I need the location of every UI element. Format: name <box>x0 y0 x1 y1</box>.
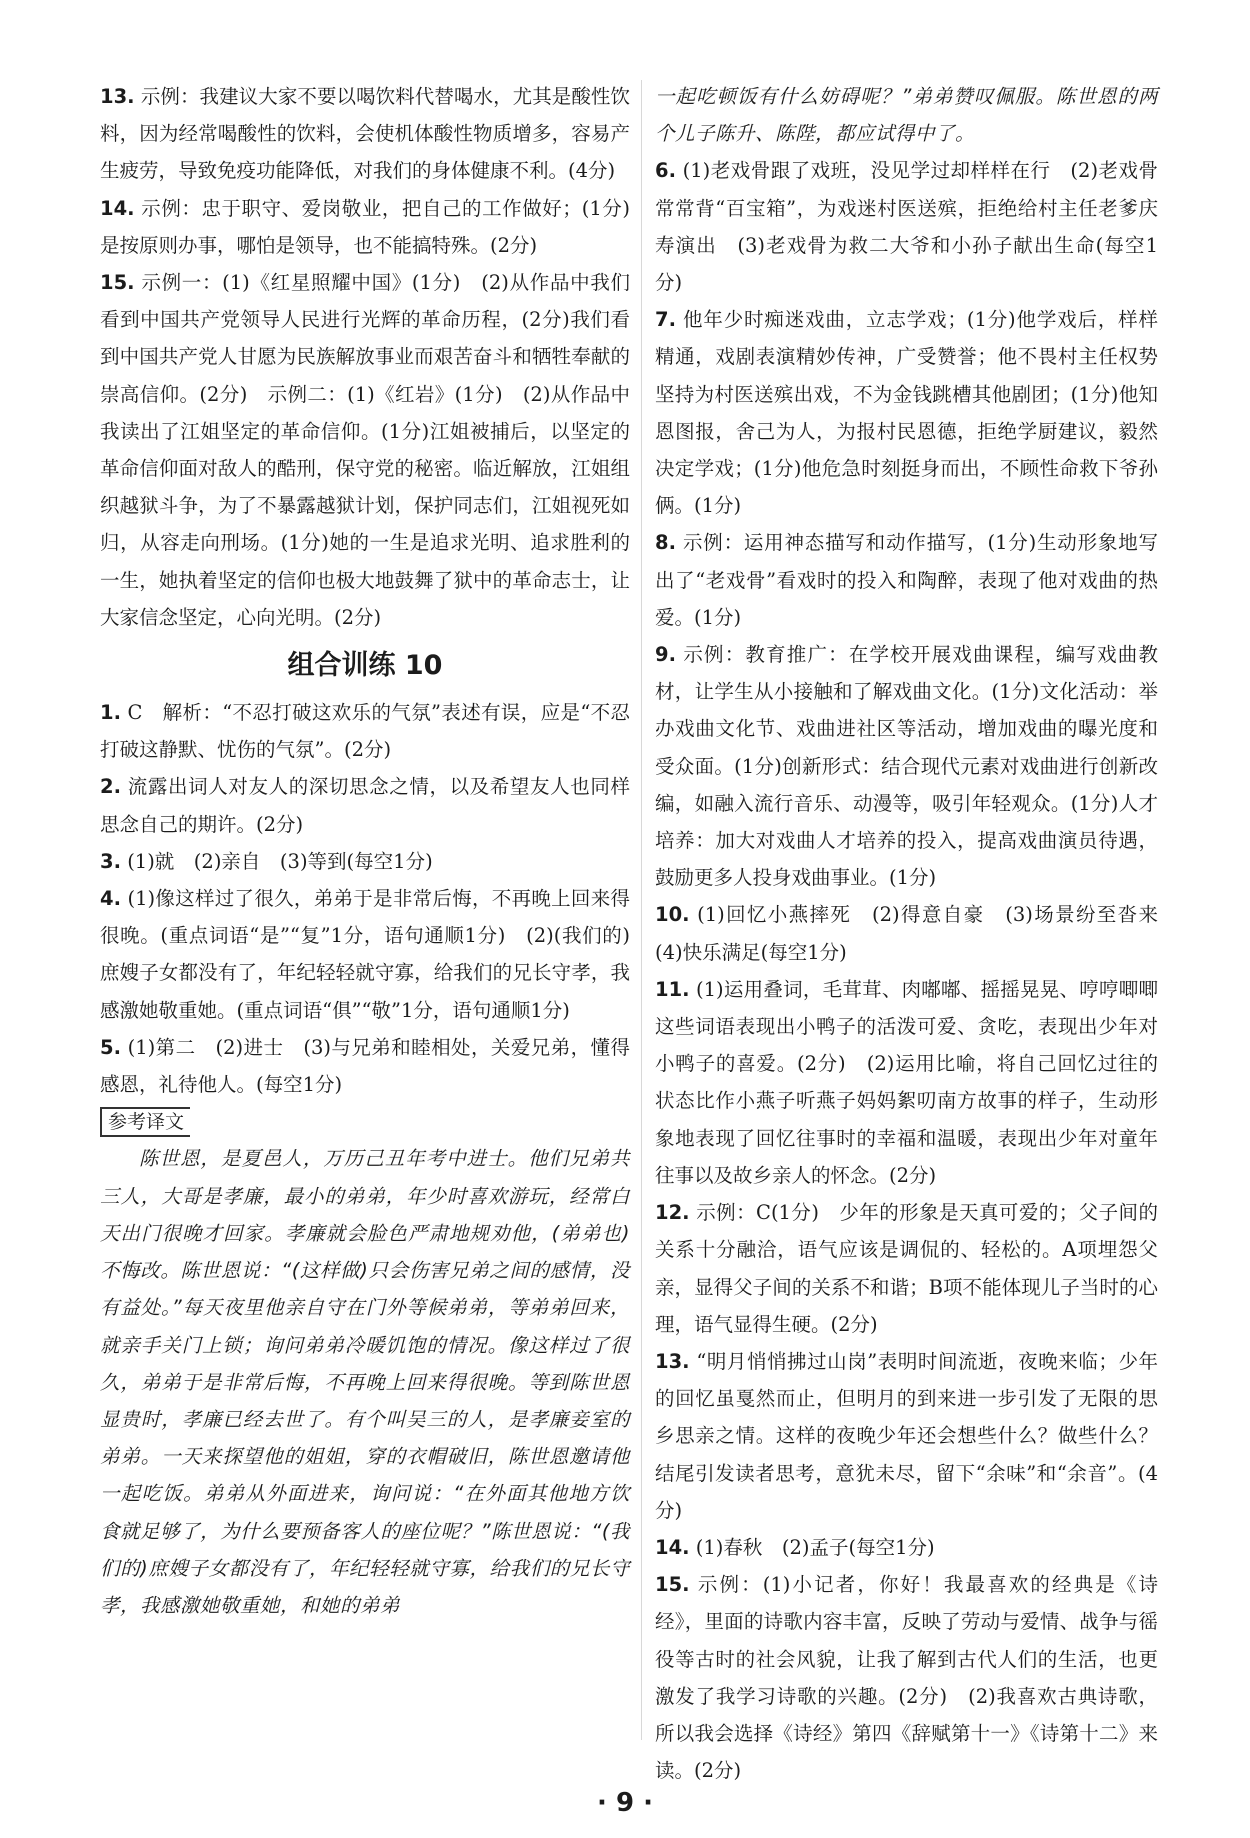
section-title: 组合训练 10 <box>287 650 443 682</box>
answer-10: 10. (1)回忆小燕摔死 (2)得意自豪 (3)场景纷至沓来 (4)快乐满足(每空1分) <box>655 903 1178 964</box>
column-divider <box>641 80 642 1740</box>
answer-4: 4. (1)像这样过了很久，弟弟于是非常后悔，不再晚上回来得很晚。(重点词语“是”“复”1分，语句通顺1分) (2)(我们的)庶嫂子女都没有了，年纪轻轻就守寡，给我们的兄长守孝，我感激她敬重她。(重点词语“俱”“敬”1分，语句通顺1分) <box>100 887 631 1022</box>
answer-15b: 15. 示例：(1)小记者，你好！我最喜欢的经典是《诗经》，里面的诗歌内容丰富，反映了劳动与爱情、战争与徭役等古时的社会风貌，让我了解到古代人们的生活，也更激发了我学习诗歌的兴趣。(2分) (2)我喜欢古典诗歌，所以我会选择《诗经》第四《辞赋第十一》《诗第十二》来读。(2分) <box>655 1573 1158 1783</box>
right-column <box>655 78 1178 1789</box>
reference-translation <box>100 1140 630 1624</box>
answer-15: 15. 示例一：(1)《红星照耀中国》(1分) (2)从作品中我们看到中国共产党领导人民进行光辉的革命历程，(2分)我们看到中国共产党人甘愿为民族解放事业而艰苦奋斗和牺牲奉献的崇高信仰。(2分) 示例二：(1)《红岩》(1分) (2)从作品中我读出了江姐坚定的革命信仰。(1分)江姐被捕后，以坚定的革命信仰面对敌人的酷刑，保守党的秘密。临近解放，江姐组织越狱斗争，为了不暴露越狱计划，保护同志们，江姐视死如归，从容走向刑场。(1分)她的一生是追求光明、追求胜利的一生，她执着坚定的信仰也极大地鼓舞了狱中的革命志士，让大家信念坚定，心向光明。(2分) <box>100 271 630 629</box>
answer-3: 3. (1)就 (2)亲自 (3)等到(每空1分) <box>100 849 433 873</box>
answer-14b: 14. (1)春秋 (2)孟子(每空1分) <box>655 1535 935 1559</box>
answer-9: 9. 示例：教育推广：在学校开展戏曲课程，编写戏曲教材，让学生从小接触和了解戏曲文化。(1分)文化活动：举办戏曲文化节、戏曲进社区等活动，增加戏曲的曝光度和受众面。(1分)创新形式：结合现代元素对戏曲进行创新改编，如融入流行音乐、动漫等，吸引年轻观众。(1分)人才培养：加大对戏曲人才培养的投入，提高戏曲演员待遇，鼓励更多人投身戏曲事业。(1分) <box>655 643 1158 890</box>
answer-6: 6. (1)老戏骨跟了戏班，没见学过却样样在行 (2)老戏骨常常背“百宝箱”，为戏迷村医送殡，拒绝给村主任老爹庆寿演出 (3)老戏骨为救二大爷和小孙子献出生命(每空1分) <box>655 159 1158 295</box>
answer-12: 12. 示例：C(1分) 少年的形象是天真可爱的；父子间的关系十分融洽，语气应该是调侃的、轻松的。A项埋怨父亲，显得父子间的关系不和谐；B项不能体现儿子当时的心理，语气显得生硬。(2分) <box>655 1201 1159 1336</box>
answer-13b: 13. “明月悄悄拂过山岗”表明时间流逝，夜晚来临；少年的回忆虽戛然而止，但明月的到来进一步引发了无限的思乡思亲之情。这样的夜晚少年还会想些什么？做些什么？结尾引发读者思考，意犹未尽，留下“余味”和“余音”。(4分) <box>655 1349 1158 1522</box>
translation-continued: 一起吃顿饭有什么妨碍呢？”弟弟赞叹佩服。陈世恩的两个儿子陈升、陈陛，都应试得中了。 <box>655 85 1158 146</box>
reference-translation-label: 参考译文 <box>100 1107 190 1137</box>
answer-7: 7. 他年少时痴迷戏曲，立志学戏；(1分)他学戏后，样样精通，戏剧表演精妙传神，广受赞誉；他不畏村主任权势坚持为村医送殡出戏，不为金钱跳槽其他剧团；(1分)他知恩图报，舍己为人，为报村民恩德，拒绝学厨建议，毅然决定学戏；(1分)他危急时刻挺身而出，不顾性命救下爷孙俩。(1分) <box>655 308 1159 518</box>
answer-13: 13. 示例：我建议大家不要以喝饮料代替喝水，尤其是酸性饮料，因为经常喝酸性的饮料，会使机体酸性物质增多，容易产生疲劳，导致免疫功能降低，对我们的身体健康不利。(4分) <box>100 85 630 183</box>
translation-text: 陈世恩，是夏邑人，万历己丑年考中进士。他们兄弟共三人，大哥是孝廉，最小的弟弟，年少时喜欢游玩，经常白天出门很晚才回家。孝廉就会脸色严肃地规劝他，(弟弟也)不悔改。陈世恩说：“(这样做)只会伤害兄弟之间的感情，没有益处。”每天夜里他亲自守在门外等候弟弟，等弟弟回来，就亲手关门上锁；询问弟弟冷暖饥饱的情况。像这样过了很久，弟弟于是非常后悔，不再晚上回来得很晚。等到陈世恩显贵时，孝廉已经去世了。有个叫吴三的人，是孝廉妾室的弟弟。一天来探望他的姐姐，穿的衣帽破旧，陈世恩邀请他一起吃饭。弟弟从外面进来，询问说：“在外面其他地方饮食就足够了，为什么要预备客人的座位呢？”陈世恩说：“(我们的)庶嫂子女都没有了，年纪轻轻就守寡，给我们的兄长守孝，我感激她敬重她，和她的弟弟 <box>100 1147 630 1617</box>
answer-14: 14. 示例：忠于职守、爱岗敬业，把自己的工作做好；(1分)是按原则办事，哪怕是领导，也不能搞特殊。(2分) <box>100 196 630 257</box>
answer-2: 2. 流露出词人对友人的深切思念之情，以及希望友人也同样思念自己的期许。(2分) <box>100 775 630 836</box>
page-number: · 9 · <box>597 1788 653 1818</box>
answer-1: 1. C 解析：“不忍打破这欢乐的气氛”表述有误，应是“不忍打破这静默、忧伤的气氛”。(2分) <box>100 701 631 762</box>
left-column <box>100 78 630 1624</box>
answer-11: 11. (1)运用叠词，毛茸茸、肉嘟嘟、摇摇晃晃、哼哼唧唧这些词语表现出小鸭子的活泼可爱、贪吃，表现出少年对小鸭子的喜爱。(2分) (2)运用比喻，将自己回忆过往的状态比作小燕子听燕子妈妈絮叨南方故事的样子，生动形象地表现了回忆往事时的幸福和温暖，表现出少年对童年往事以及故乡亲人的怀念。(2分) <box>655 977 1159 1187</box>
answer-5: 5. (1)第二 (2)进士 (3)与兄弟和睦相处，关爱兄弟，懂得感恩，礼待他人。(每空1分) <box>100 1035 630 1097</box>
answer-8: 8. 示例：运用神态描写和动作描写，(1分)生动形象地写出了“老戏骨”看戏时的投入和陶醉，表现了他对戏曲的热爱。(1分) <box>655 531 1158 629</box>
